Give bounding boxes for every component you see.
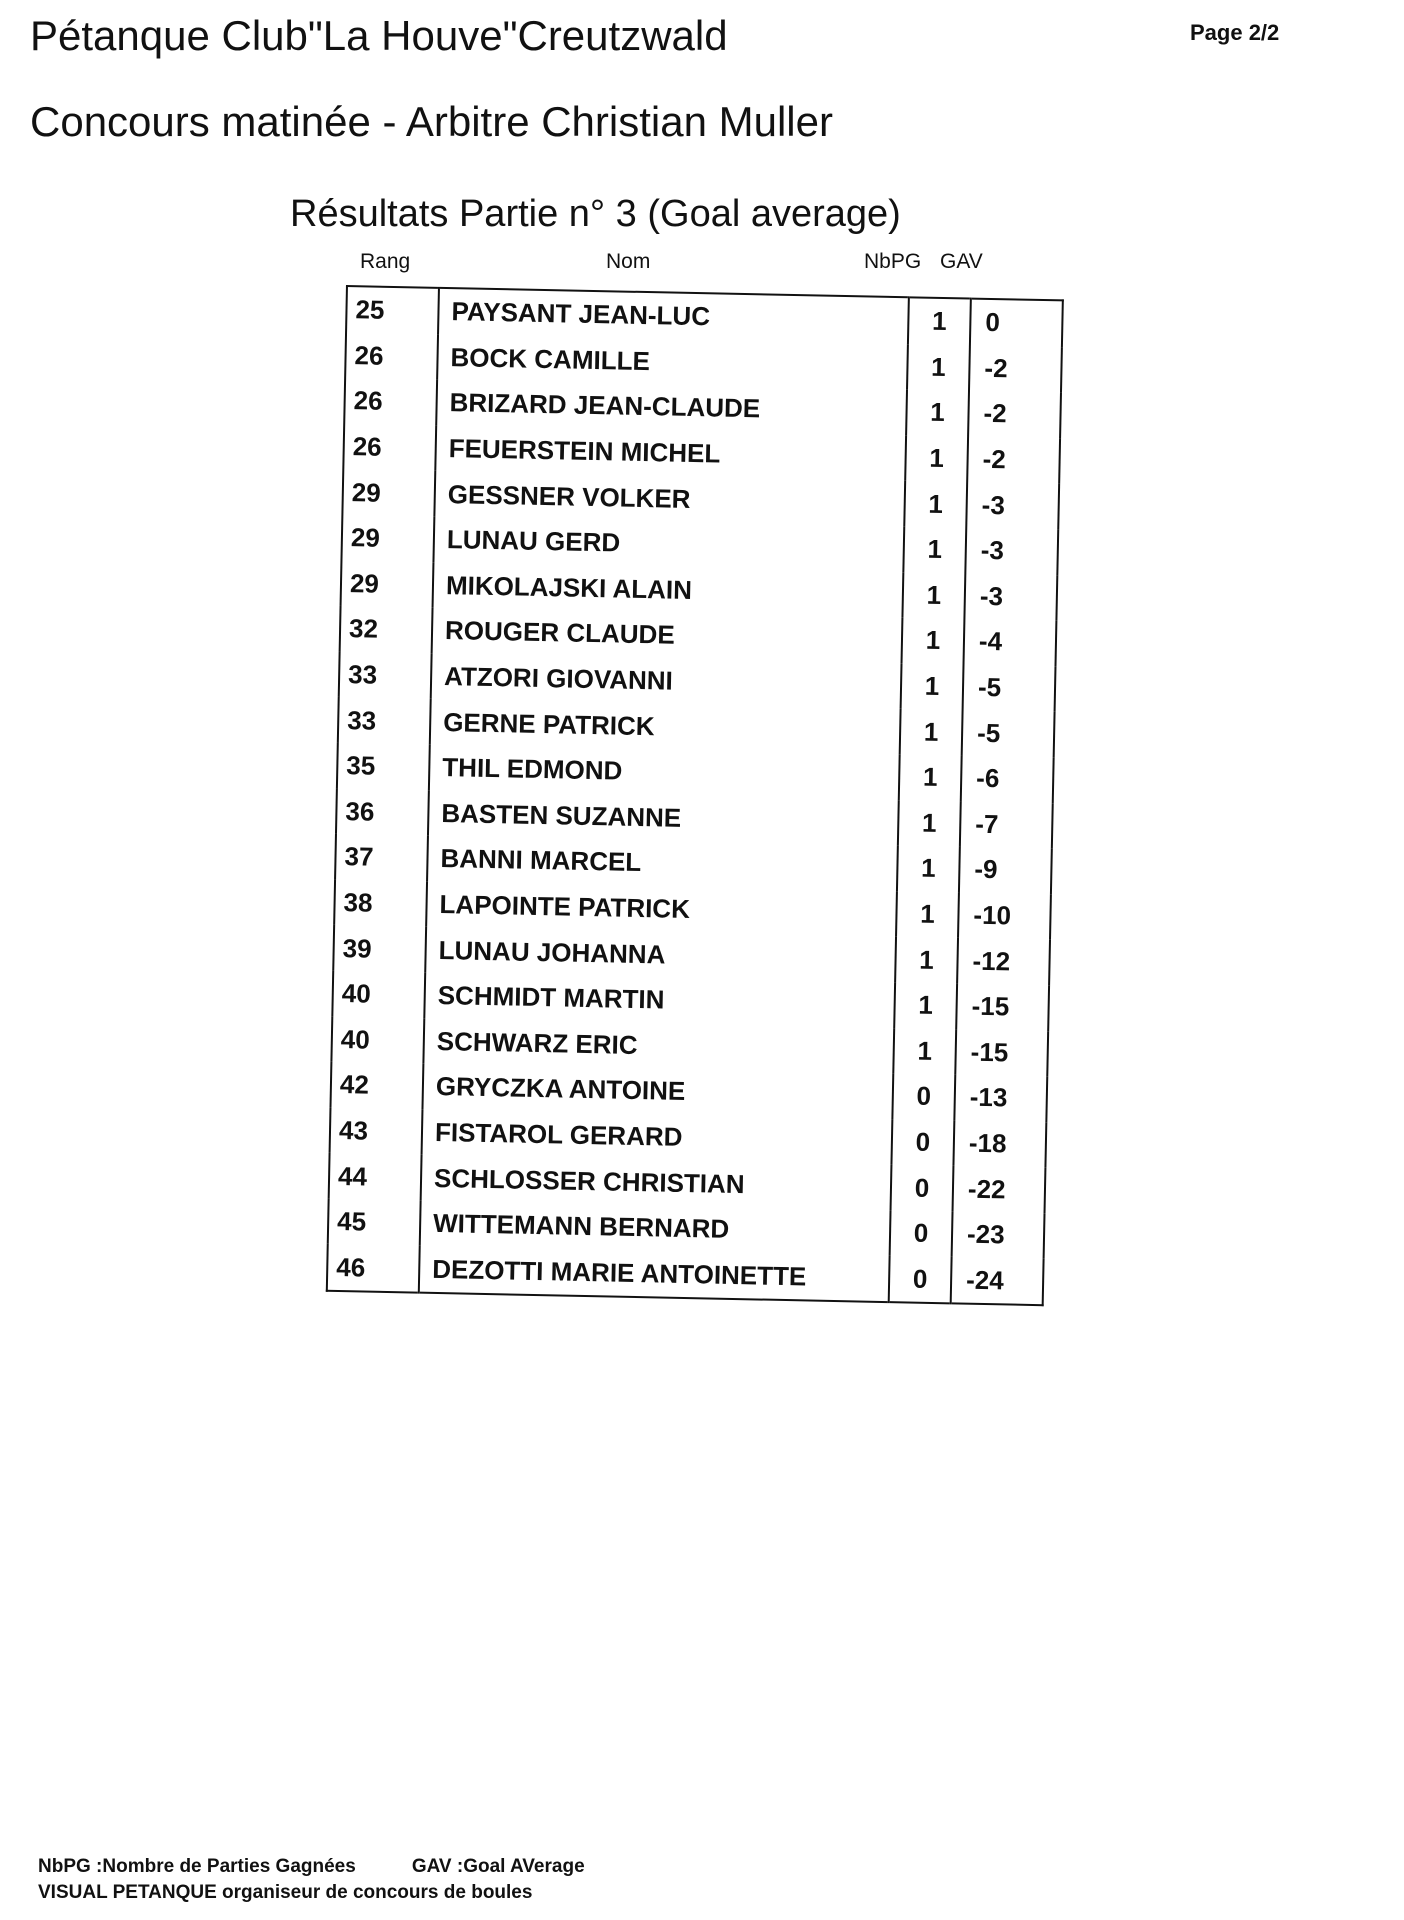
name-cell: GERNE PATRICK bbox=[430, 699, 901, 754]
rank-cell: 26 bbox=[344, 378, 437, 425]
rank-cell: 45 bbox=[328, 1199, 421, 1246]
rank-cell: 29 bbox=[341, 515, 434, 562]
column-header-rang: Rang bbox=[360, 250, 411, 273]
rank-cell: 46 bbox=[327, 1244, 420, 1292]
name-cell: ATZORI GIOVANNI bbox=[431, 654, 902, 709]
goal-average-cell: -24 bbox=[965, 1264, 1005, 1296]
contest-title: Concours matinée - Arbitre Christian Muller bbox=[30, 98, 833, 145]
name-cell: MIKOLAJSKI ALAIN bbox=[433, 562, 904, 617]
goal-average-cell: -5 bbox=[977, 671, 1002, 703]
goal-average-cell: 0 bbox=[985, 307, 1001, 338]
name-cell: LAPOINTE PATRICK bbox=[426, 881, 897, 936]
name-cell: BRIZARD JEAN-CLAUDE bbox=[436, 380, 907, 435]
name-cell: BASTEN SUZANNE bbox=[428, 790, 899, 845]
wins-cell: 1 bbox=[893, 1028, 956, 1075]
goal-average-cell: -12 bbox=[972, 945, 1011, 977]
goal-average-cell: -6 bbox=[975, 762, 1000, 794]
footer-legend bbox=[38, 1856, 585, 1878]
wins-cell: 1 bbox=[897, 845, 960, 892]
rank-cell: 44 bbox=[329, 1153, 422, 1200]
wins-cell: 1 bbox=[899, 754, 962, 801]
wins-cell: 1 bbox=[895, 936, 958, 983]
name-cell: GRYCZKA ANTOINE bbox=[422, 1064, 893, 1119]
goal-average-cell: -10 bbox=[973, 899, 1012, 931]
wins-cell: 1 bbox=[905, 435, 968, 482]
wins-cell: 1 bbox=[904, 481, 967, 528]
name-cell: SCHWARZ ERIC bbox=[423, 1018, 894, 1073]
wins-cell: 1 bbox=[907, 344, 970, 391]
goal-average-cell: -3 bbox=[981, 489, 1006, 520]
rank-cell: 43 bbox=[330, 1108, 423, 1155]
rank-cell: 37 bbox=[335, 834, 428, 881]
name-cell: PAYSANT JEAN-LUC bbox=[438, 288, 909, 344]
rank-cell: 26 bbox=[343, 424, 436, 471]
name-cell: GESSNER VOLKER bbox=[434, 471, 905, 526]
goal-average-cell: -23 bbox=[966, 1218, 1005, 1250]
wins-cell: 0 bbox=[889, 1256, 952, 1304]
rank-cell: 32 bbox=[340, 606, 433, 653]
name-cell: FISTAROL GERARD bbox=[422, 1109, 893, 1164]
wins-cell: 1 bbox=[903, 526, 966, 573]
results-table bbox=[326, 285, 1064, 1306]
wins-cell: 0 bbox=[890, 1210, 953, 1257]
nbpg-legend: NbPG :Nombre de Parties Gagnées bbox=[38, 1856, 356, 1877]
goal-average-cell: -3 bbox=[980, 535, 1005, 566]
wins-cell: 1 bbox=[906, 389, 969, 436]
rank-cell: 39 bbox=[333, 925, 426, 972]
goal-average-cell: -2 bbox=[982, 443, 1007, 475]
column-header-gav: GAV bbox=[940, 250, 983, 273]
wins-cell: 1 bbox=[896, 891, 959, 938]
rank-cell: 36 bbox=[336, 788, 429, 835]
goal-average-cell: -2 bbox=[984, 352, 1008, 384]
column-header-nbpg: NbPG bbox=[864, 250, 922, 273]
name-cell: SCHMIDT MARTIN bbox=[424, 973, 895, 1028]
name-cell: ROUGER CLAUDE bbox=[432, 608, 903, 663]
page-number: Page 2/2 bbox=[1190, 20, 1280, 45]
goal-average-cell: -18 bbox=[968, 1127, 1007, 1159]
gav-legend: GAV :Goal AVerage bbox=[411, 1856, 585, 1877]
goal-average-cell: -7 bbox=[975, 808, 999, 840]
goal-average-cell: -22 bbox=[967, 1173, 1006, 1204]
name-cell: BOCK CAMILLE bbox=[437, 334, 908, 389]
rank-cell: 25 bbox=[346, 286, 439, 334]
wins-cell: 0 bbox=[891, 1164, 954, 1211]
wins-cell: 0 bbox=[892, 1073, 955, 1120]
wins-cell: 1 bbox=[900, 709, 963, 756]
wins-cell: 1 bbox=[902, 617, 965, 664]
rank-cell: 33 bbox=[338, 697, 431, 744]
rank-cell: 40 bbox=[331, 1016, 424, 1063]
rank-cell: 26 bbox=[345, 333, 438, 380]
name-cell: SCHLOSSER CHRISTIAN bbox=[421, 1155, 892, 1210]
column-header-nom: Nom bbox=[606, 250, 651, 273]
name-cell: DEZOTTI MARIE ANTOINETTE bbox=[419, 1246, 890, 1302]
club-title: Pétanque Club"La Houve"Creutzwald bbox=[30, 12, 728, 59]
results-table-body bbox=[327, 286, 1063, 1305]
organizer-note: VISUAL PETANQUE organiseur de concours de boules bbox=[38, 1882, 533, 1903]
goal-average-cell: -4 bbox=[978, 626, 1003, 657]
goal-average-cell: -13 bbox=[969, 1082, 1008, 1113]
wins-cell: 0 bbox=[891, 1119, 954, 1166]
wins-cell: 1 bbox=[894, 982, 957, 1029]
name-cell: WITTEMANN BERNARD bbox=[420, 1201, 891, 1256]
rank-cell: 35 bbox=[337, 743, 430, 790]
goal-average-cell: -3 bbox=[979, 580, 1004, 612]
name-cell: THIL EDMOND bbox=[429, 745, 900, 800]
goal-average-cell: -2 bbox=[983, 398, 1007, 429]
wins-cell: 1 bbox=[901, 663, 964, 710]
name-cell: BANNI MARCEL bbox=[427, 836, 898, 891]
name-cell: LUNAU GERD bbox=[433, 517, 904, 572]
wins-cell: 1 bbox=[908, 297, 971, 345]
wins-cell: 1 bbox=[902, 572, 965, 619]
wins-cell: 1 bbox=[898, 800, 961, 847]
name-cell: FEUERSTEIN MICHEL bbox=[435, 426, 906, 481]
rank-cell: 42 bbox=[330, 1062, 423, 1109]
name-cell: LUNAU JOHANNA bbox=[425, 927, 896, 982]
goal-average-cell: -9 bbox=[974, 854, 998, 885]
rank-cell: 40 bbox=[332, 971, 425, 1018]
rank-cell: 33 bbox=[339, 652, 432, 699]
goal-average-cell: -15 bbox=[970, 1036, 1009, 1068]
rank-cell: 38 bbox=[334, 880, 427, 927]
rank-cell: 29 bbox=[342, 469, 435, 516]
goal-average-cell: -5 bbox=[976, 717, 1001, 748]
goal-average-cell: -15 bbox=[971, 990, 1010, 1022]
rank-cell: 29 bbox=[341, 561, 434, 608]
results-title: Résultats Partie n° 3 (Goal average) bbox=[290, 193, 901, 235]
